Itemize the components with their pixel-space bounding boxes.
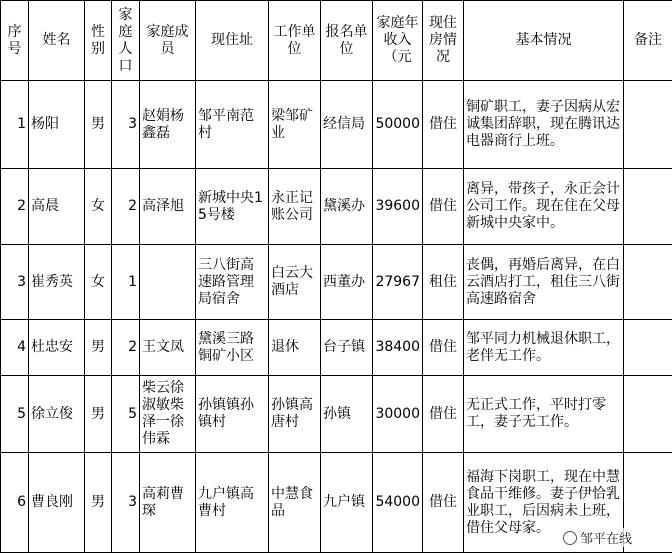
table-row [1, 320, 672, 376]
cell-situation: 离异，带孩子，永正会计公司工作。现在住在父母新城中央家中。 [464, 169, 624, 245]
cell-income: 27967 [373, 245, 423, 320]
cell-name: 曹良刚 [29, 453, 85, 553]
cell-workplace: 中慧食品 [269, 453, 321, 553]
cell-address: 九户镇高曹村 [196, 453, 269, 553]
cell-gender: 男 [85, 453, 112, 553]
cell-family-size: 1 [112, 245, 140, 320]
cell-gender: 男 [85, 81, 112, 169]
header-address: 现住址 [196, 1, 269, 81]
cell-name: 杨阳 [29, 81, 85, 169]
cell-name: 徐立俊 [29, 376, 85, 453]
cell-family-members: 王文凤 [140, 320, 196, 376]
cell-no: 3 [1, 245, 29, 320]
header-workplace: 工作单位 [269, 1, 321, 81]
cell-income: 50000 [373, 81, 423, 169]
header-basic-situation: 基本情况 [464, 1, 624, 81]
cell-gender: 男 [85, 320, 112, 376]
cell-registration-unit: 九户镇 [321, 453, 373, 553]
header-gender: 性别 [85, 1, 112, 81]
header-family-size: 家庭人口 [112, 1, 140, 81]
header-name: 姓名 [29, 1, 85, 81]
cell-registration-unit: 西董办 [321, 245, 373, 320]
cell-workplace: 白云大酒店 [269, 245, 321, 320]
cell-remarks [624, 169, 672, 245]
cell-family-members: 高莉曹琛 [140, 453, 196, 553]
cell-address: 邹平南范村 [196, 81, 269, 169]
header-row [1, 1, 672, 81]
header-registration-unit: 报名单位 [321, 1, 373, 81]
cell-remarks [624, 320, 672, 376]
cell-housing: 租住 [423, 245, 464, 320]
cell-address: 孙镇镇孙镇村 [196, 376, 269, 453]
cell-no: 5 [1, 376, 29, 453]
cell-income: 39600 [373, 169, 423, 245]
cell-housing: 借住 [423, 169, 464, 245]
cell-workplace: 退休 [269, 320, 321, 376]
cell-registration-unit: 经信局 [321, 81, 373, 169]
cell-family-size: 2 [112, 320, 140, 376]
cell-situation: 福海下岗职工，现在中慧食品干维修。妻子伊恰乳业职工，后因病未上班，借住父母家。 [464, 453, 624, 553]
cell-workplace: 孙镇高唐村 [269, 376, 321, 453]
cell-situation: 铜矿职工，妻子因病从宏诚集团辞职，现在腾讯达电器商行上班。 [464, 81, 624, 169]
table-row [1, 81, 672, 169]
cell-address: 三八街高速路管理局宿舍 [196, 245, 269, 320]
table-row [1, 245, 672, 320]
cell-gender: 女 [85, 169, 112, 245]
watermark-text: 邹平在线 [580, 532, 632, 547]
cell-situation: 邹平同力机械退休职工，老伴无工作。 [464, 320, 624, 376]
header-housing-status: 现住房情况 [423, 1, 464, 81]
cell-family-members: 柴云徐淑敏柴泽一徐伟霖 [140, 376, 196, 453]
cell-remarks [624, 81, 672, 169]
cell-situation: 无正式工作，平时打零工，妻子无工作。 [464, 376, 624, 453]
cell-name: 杜忠安 [29, 320, 85, 376]
cell-housing: 借住 [423, 81, 464, 169]
cell-name: 崔秀英 [29, 245, 85, 320]
cell-family-size: 3 [112, 453, 140, 553]
cell-no: 4 [1, 320, 29, 376]
cell-no: 1 [1, 81, 29, 169]
cell-family-members [140, 245, 196, 320]
cell-registration-unit: 台子镇 [321, 320, 373, 376]
cell-registration-unit: 黛溪办 [321, 169, 373, 245]
cell-family-members: 高泽旭 [140, 169, 196, 245]
header-annual-income: 家庭年收入（元 [373, 1, 423, 81]
cell-no: 6 [1, 453, 29, 553]
wechat-icon [563, 531, 577, 545]
watermark [560, 528, 635, 547]
cell-gender: 男 [85, 376, 112, 453]
cell-workplace: 永正记账公司 [269, 169, 321, 245]
cell-workplace: 梁邹矿业 [269, 81, 321, 169]
cell-registration-unit: 孙镇 [321, 376, 373, 453]
cell-address: 黛溪三路铜矿小区 [196, 320, 269, 376]
header-family-members: 家庭成员 [140, 1, 196, 81]
cell-income: 54000 [373, 453, 423, 553]
cell-remarks [624, 245, 672, 320]
cell-no: 2 [1, 169, 29, 245]
cell-family-size: 3 [112, 81, 140, 169]
cell-address: 新城中央15号楼 [196, 169, 269, 245]
cell-housing: 借住 [423, 320, 464, 376]
cell-housing: 借住 [423, 376, 464, 453]
table-row [1, 376, 672, 453]
cell-situation: 丧偶，再婚后离异，在白云酒店打工，租住三八街高速路宿舍 [464, 245, 624, 320]
cell-remarks [624, 376, 672, 453]
cell-income: 38400 [373, 320, 423, 376]
header-no: 序号 [1, 1, 29, 81]
cell-family-members: 赵娟杨鑫磊 [140, 81, 196, 169]
table-row [1, 169, 672, 245]
cell-family-size: 5 [112, 376, 140, 453]
cell-gender: 女 [85, 245, 112, 320]
cell-name: 高晨 [29, 169, 85, 245]
header-remarks: 备注 [624, 1, 672, 81]
cell-family-size: 2 [112, 169, 140, 245]
cell-income: 30000 [373, 376, 423, 453]
cell-housing: 借住 [423, 453, 464, 553]
